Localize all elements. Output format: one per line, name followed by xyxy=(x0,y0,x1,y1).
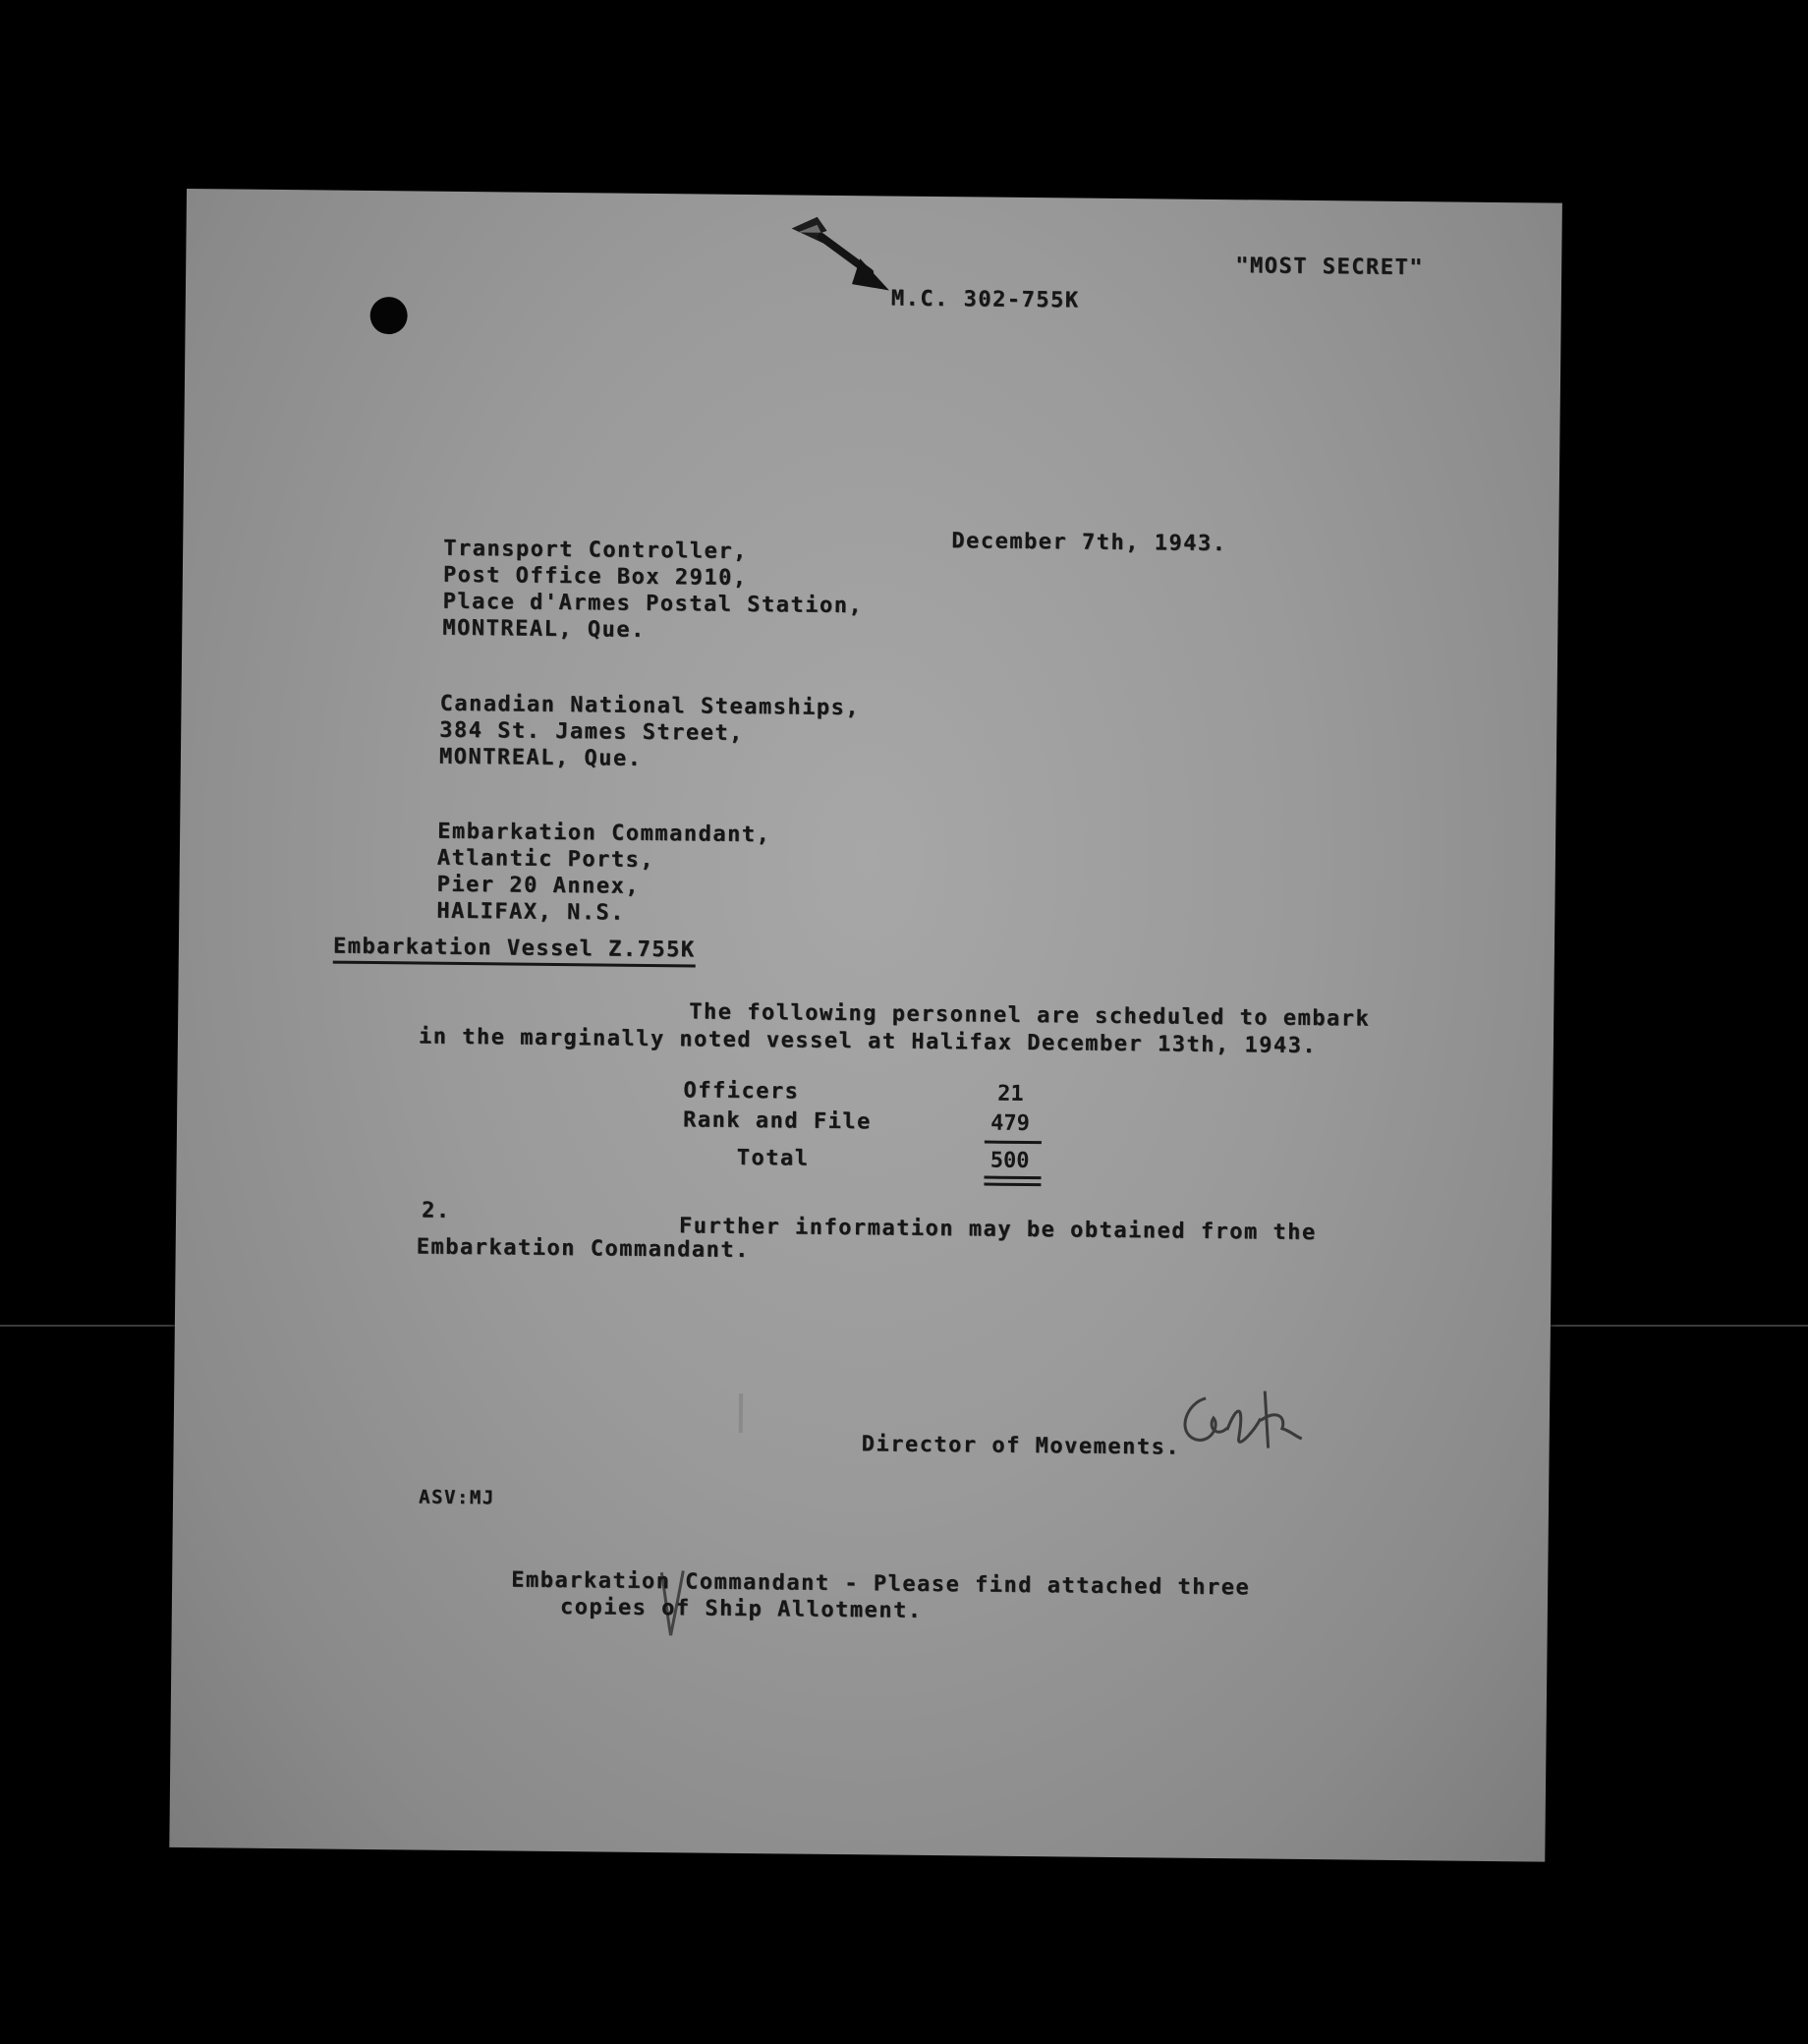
address-line: Transport Controller, xyxy=(443,536,748,564)
arrow-stamp-icon xyxy=(787,214,896,294)
address-line: MONTREAL, Que. xyxy=(438,744,643,771)
sum-rule xyxy=(985,1141,1042,1145)
address-line: 384 St. James Street, xyxy=(439,717,745,746)
address-line: Canadian National Steamships, xyxy=(439,691,861,721)
rank-and-file-label: Rank and File xyxy=(682,1107,872,1135)
paragraph-2-line-1: Further information may be obtained from the xyxy=(678,1214,1317,1246)
total-count: 500 xyxy=(989,1148,1030,1174)
address-block-transport xyxy=(442,536,864,646)
address-line: Atlantic Ports, xyxy=(436,845,655,874)
rank-and-file-count: 479 xyxy=(990,1110,1031,1137)
address-line: Place d'Armes Postal Station, xyxy=(442,589,864,619)
address-line: HALIFAX, N.S. xyxy=(436,898,626,926)
paragraph-2-line-2: Embarkation Commandant. xyxy=(416,1234,750,1264)
note-line-2: copies of Ship Allotment. xyxy=(559,1595,923,1623)
letter-date: December 7th, 1943. xyxy=(951,529,1227,557)
address-line: Post Office Box 2910, xyxy=(442,562,748,591)
address-block-embarkation xyxy=(436,819,770,929)
handwritten-signature xyxy=(1165,1379,1314,1469)
document-page xyxy=(169,189,1562,1862)
note-line-1: Embarkation Commandant - Please find attached three xyxy=(511,1567,1251,1601)
paragraph-1-line-1: The following personnel are scheduled to embark xyxy=(689,999,1371,1032)
typist-initials: ASV:MJ xyxy=(418,1486,495,1509)
punch-hole xyxy=(369,297,407,334)
signature-title: Director of Movements. xyxy=(861,1432,1181,1460)
reference-number: M.C. 302-755K xyxy=(890,286,1080,313)
address-block-steamships xyxy=(439,691,860,774)
address-line: Pier 20 Annex, xyxy=(436,872,641,899)
address-line: Embarkation Commandant, xyxy=(437,819,771,848)
address-line: MONTREAL, Que. xyxy=(442,615,646,643)
officers-label: Officers xyxy=(683,1078,800,1105)
total-rule-bottom xyxy=(984,1183,1041,1187)
paragraph-1-line-2: in the marginally noted vessel at Halifax December 13th, 1943. xyxy=(418,1024,1318,1059)
officers-count: 21 xyxy=(997,1081,1024,1107)
total-label: Total xyxy=(736,1145,810,1171)
paragraph-2-number: 2. xyxy=(421,1198,451,1223)
total-rule-top xyxy=(984,1176,1041,1180)
pencil-mark xyxy=(739,1393,743,1433)
subject-heading: Embarkation Vessel Z.755K xyxy=(333,935,696,968)
classification-stamp: "MOST SECRET" xyxy=(1235,254,1425,281)
